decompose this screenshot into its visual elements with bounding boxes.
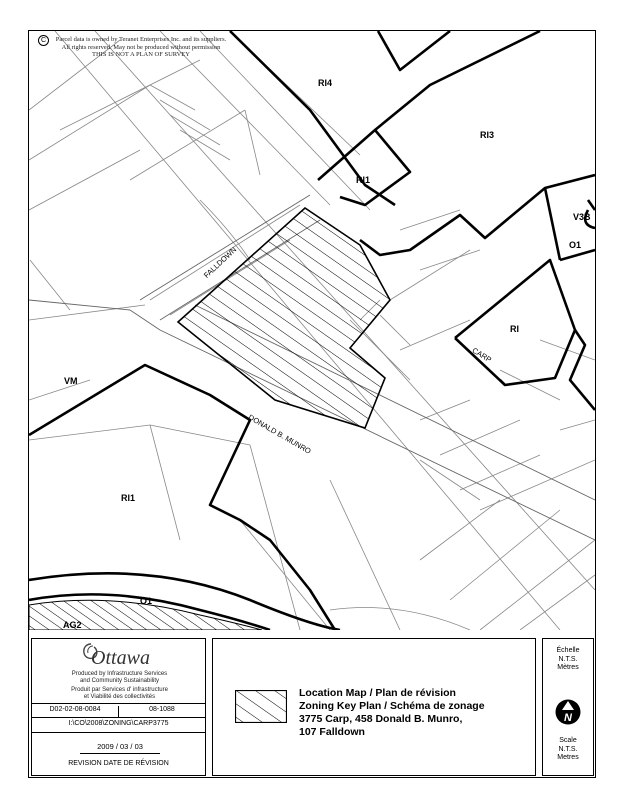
zone-label-ri: RI [510,324,519,334]
legend-title [299,687,529,739]
revision-date-label: REVISION DATE DE RÉVISION [68,760,169,767]
produced-fr-line-2: et Viabilité des collectivités [83,694,156,700]
produced-by-en [32,671,207,685]
produced-fr-line-1: Produit par Services d' infrastructure [71,687,168,693]
zone-label-ri1-top: RI1 [356,175,371,185]
scale-fr-line-1: Échelle [556,647,580,654]
info-panel [31,638,206,776]
zone-label-ri1-bottom: RI1 [121,493,136,503]
copyright-notice [36,36,246,59]
file-number: D02-02-08-0084 [32,706,119,717]
file-path: I:\CO\2008\ZONING\CARP3775 [68,720,169,727]
legend-title-line-4: 107 Falldown [299,726,365,738]
zone-label-ag2: AG2 [63,620,82,630]
zone-label-v3b: V3B [573,212,591,222]
hatch-legend-swatch [235,690,287,723]
street-label-falldown: FALLDOWN [201,245,239,280]
copyright-line-1: Parcel data is owned by Teranet Enterprises Inc. and its suppliers. [55,36,227,43]
legend-title-line-3: 3775 Carp, 458 Donald B. Munro, [299,713,463,725]
scale-fr [543,647,593,673]
scale-panel [542,638,594,776]
date-divider [32,732,205,733]
produced-by-fr [32,687,207,701]
produced-en-line-2: and Community Sustainability [79,678,160,684]
copyright-line-3: THIS IS NOT A PLAN OF SURVEY [92,51,190,58]
revision-date: 2009 / 03 / 03 [80,742,160,754]
produced-en-line-1: Produced by Infrastructure Services [71,671,168,677]
street-label-donald-b-munro: DONALD B. MUNRO [246,412,313,456]
zone-label-ri3: RI3 [480,130,495,140]
reference-number: 08-1088 [149,706,175,713]
zone-label-vm: VM [64,376,78,386]
file-number-row [32,703,205,717]
copyright-line-2: All rights reserved. May not be produced without permission [61,43,221,51]
zone-label-o1-right: O1 [569,240,582,250]
scale-en [543,737,593,763]
zone-label-ri4: RI4 [318,78,333,88]
scale-en-line-2: N.T.S. [558,745,578,753]
legend-title-line-2: Zoning Key Plan / Schéma de zonage [299,700,485,712]
scale-en-line-1: Scale [559,737,577,744]
ottawa-logo: Ottawa [91,647,150,669]
scale-en-line-3: Metres [557,754,579,761]
file-path-divider [32,717,205,718]
north-arrow-icon [555,699,581,725]
scale-fr-line-3: Mètres [557,664,579,671]
scale-fr-line-2: N.T.S. [558,655,578,663]
zone-label-o1-bottom: O1 [140,596,153,606]
copyright-icon: C [38,35,49,46]
legend-title-line-1: Location Map / Plan de révision [299,687,456,699]
north-letter: N [564,712,572,724]
legend-panel [212,638,536,776]
street-label-carp: CARP [470,345,494,365]
